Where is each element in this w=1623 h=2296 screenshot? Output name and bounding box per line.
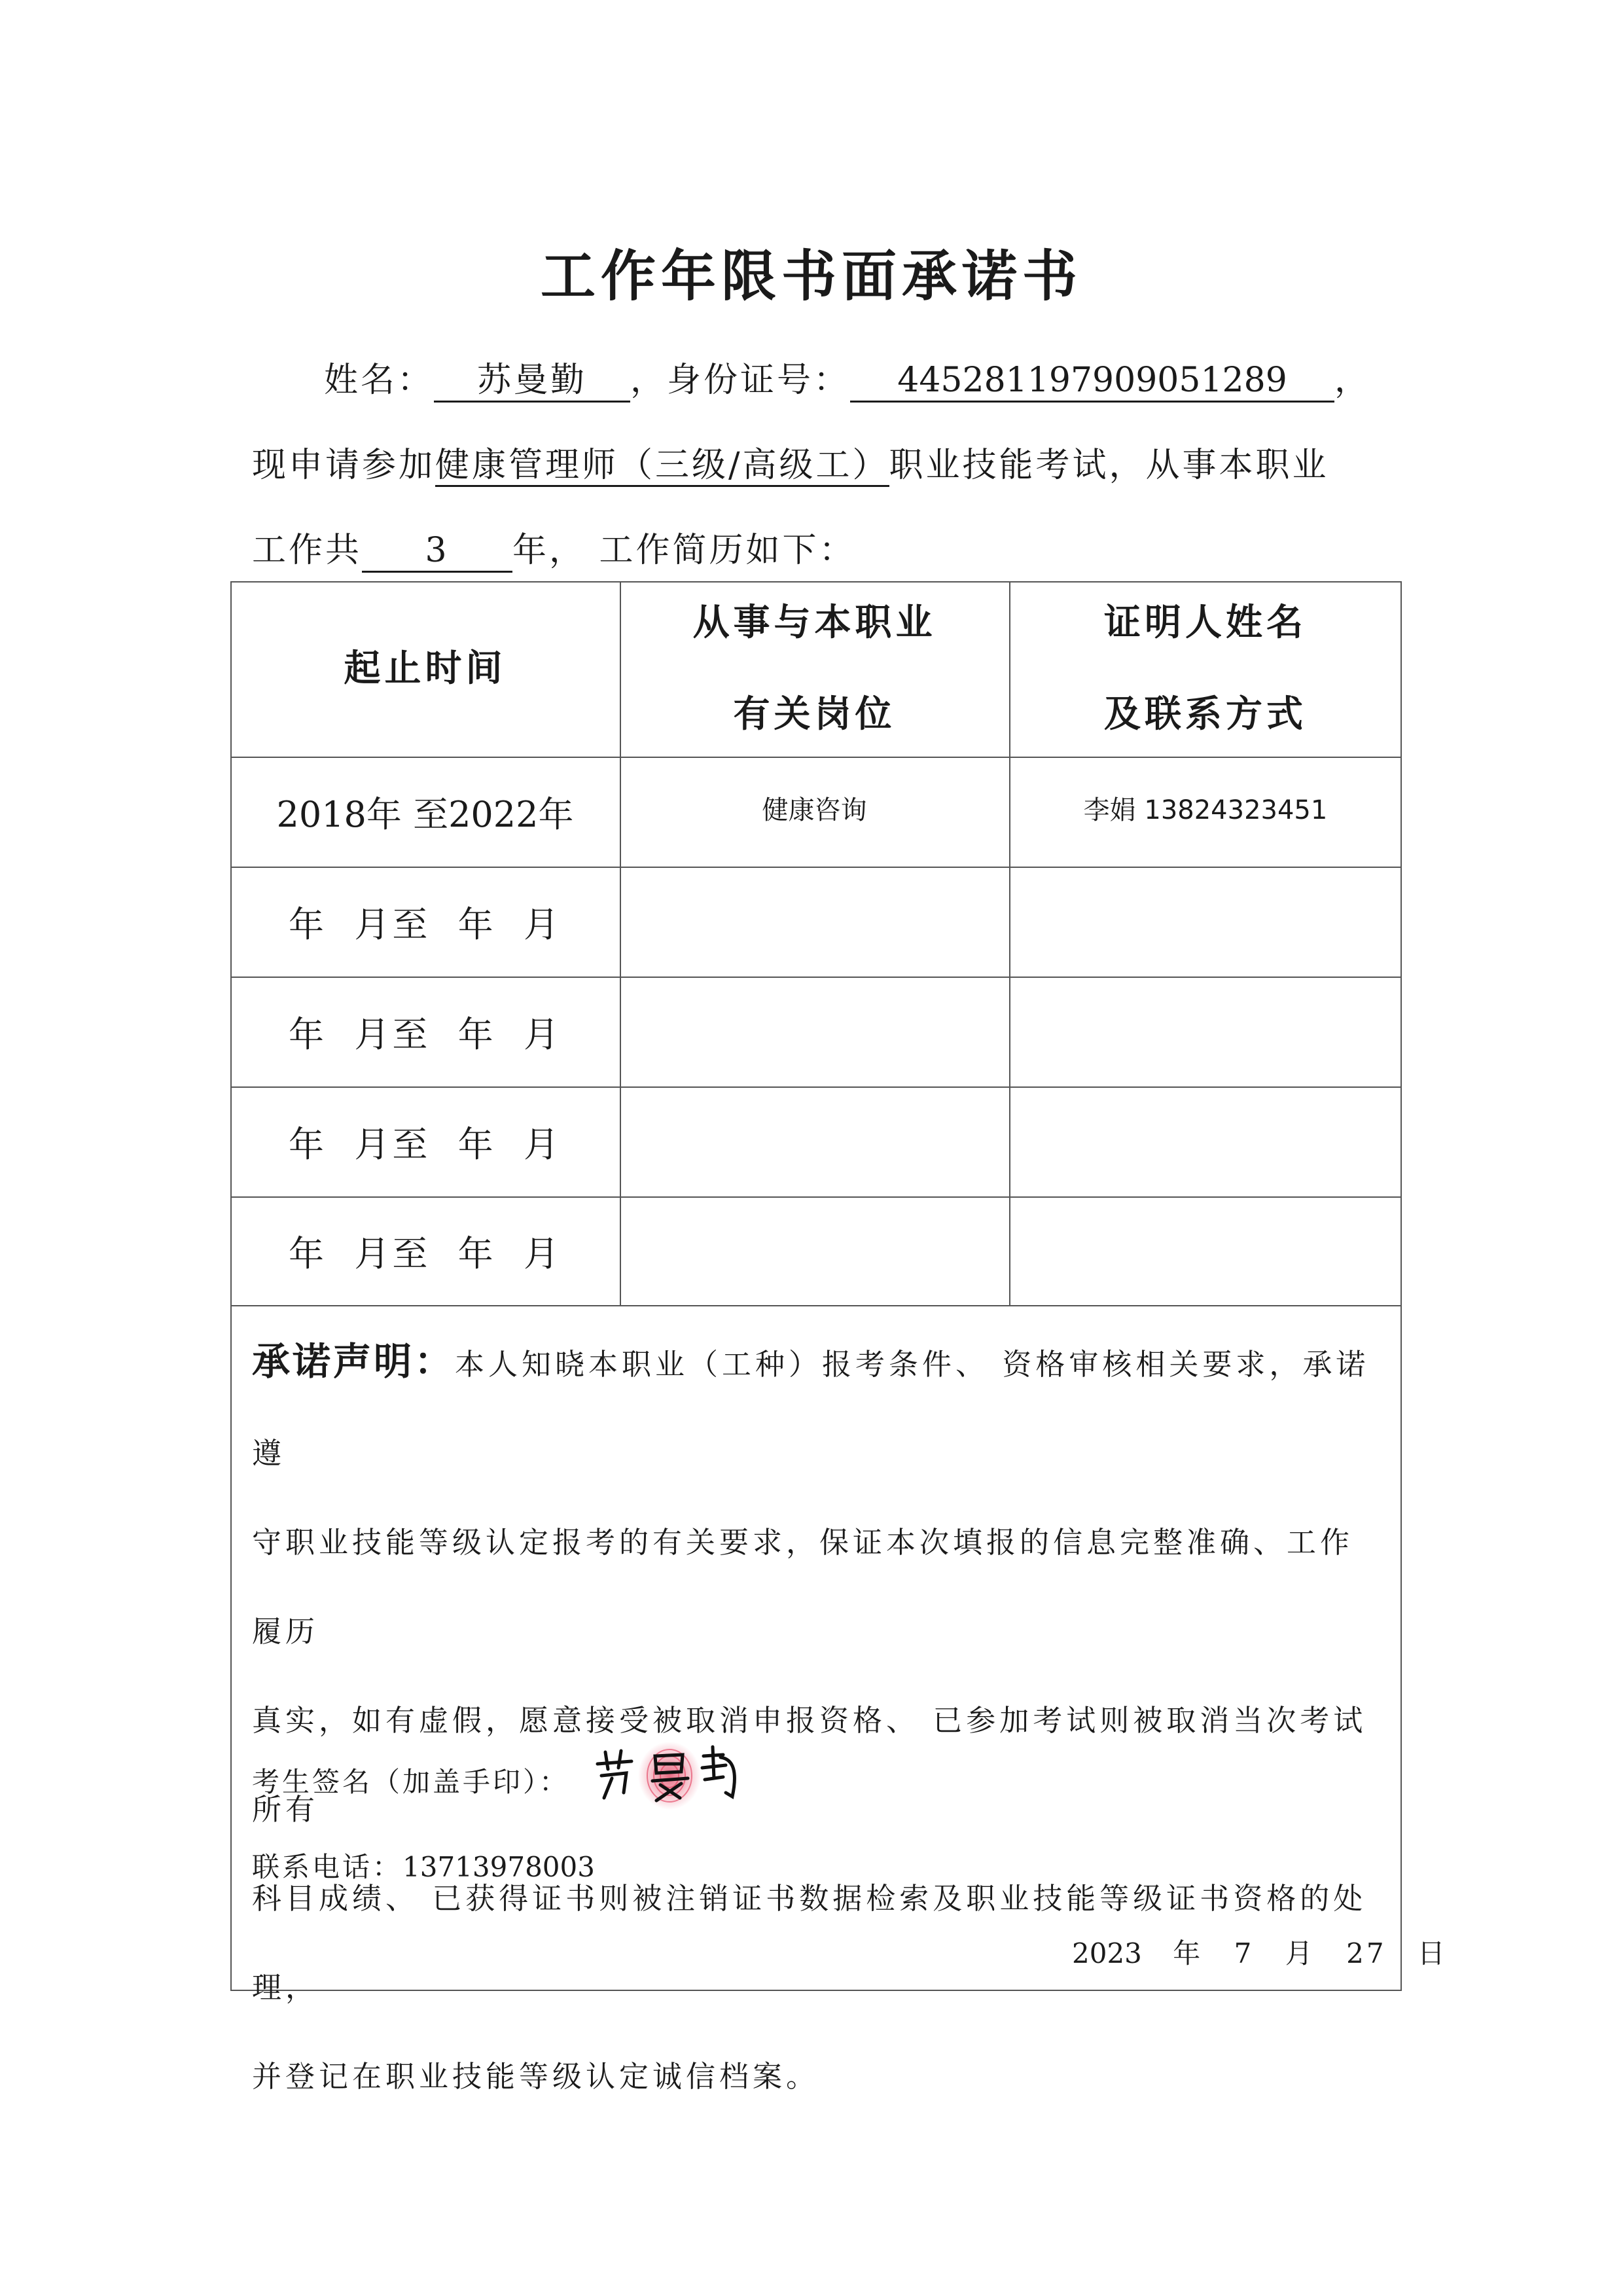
table-row-2-witness (1009, 867, 1402, 977)
declaration-line-2: 守职业技能等级认定报考的有关要求，保证本次填报的信息完整准确、工作履历 (252, 1525, 1354, 1649)
date-year: 2023 (1072, 1937, 1142, 1969)
declaration-line-5: 并登记在职业技能等级认定诚信档案。 (252, 2059, 820, 2094)
table-row-5-period: 年 月至 年 月 (289, 1232, 562, 1274)
table-row-3-period: 年 月至 年 月 (289, 1013, 562, 1055)
row-divider (230, 1305, 1402, 1306)
signature-strokes (597, 1747, 734, 1801)
table-row-3-position (620, 977, 1009, 1086)
table-row-4-period: 年 月至 年 月 (289, 1123, 562, 1165)
id-number-value: 445281197909051289 (850, 361, 1334, 403)
years-value: 3 (362, 531, 512, 573)
signature-label: 考生签名（加盖手印）： (252, 1766, 570, 1798)
date-day: 27 (1346, 1937, 1387, 1969)
table-row-5-position (620, 1196, 1009, 1305)
header-position (620, 581, 1009, 757)
signature-graphic (592, 1738, 743, 1810)
id-tail: ， (1334, 361, 1372, 400)
header-witness (1009, 581, 1402, 757)
header-period: 起止时间 (344, 647, 507, 690)
handwritten-signature (592, 1738, 743, 1810)
name-value: 苏曼勤 (434, 361, 630, 403)
years-prefix: 工作共 (252, 531, 363, 570)
date-year-unit: 年 (1173, 1937, 1204, 1969)
work-history-table (230, 581, 1402, 1343)
table-row-4-position (620, 1086, 1009, 1196)
apply-suffix: 职业技能考试，从事本职业 (889, 446, 1329, 485)
declaration-paragraph (252, 1317, 1387, 2121)
contact-line (252, 1846, 595, 1885)
header-position-line-1: 从事与本职业 (692, 601, 936, 644)
header-witness-line-1: 证明人姓名 (1104, 601, 1307, 644)
id-label: ，身份证号： (630, 361, 851, 400)
date-line (1072, 1932, 1448, 1971)
name-label: 姓名： (324, 361, 435, 400)
date-month-unit: 月 (1285, 1937, 1315, 1969)
table-row-1-period: 2018年 至2022年 (276, 793, 574, 835)
contact-phone: 13713978003 (402, 1851, 595, 1883)
apply-prefix: 现申请参加 (252, 446, 436, 485)
table-row-5-witness (1009, 1196, 1402, 1305)
document-title: 工作年限书面承诺书 (540, 244, 1082, 308)
declaration-line-3: 真实，如有虚假，愿意接受被取消申报资格、 已参加考试则被取消当次考试所有 (252, 1703, 1367, 1827)
table-row-1-witness: 李娟 13824323451 (1083, 795, 1328, 825)
table-row-1-position: 健康咨询 (762, 795, 867, 825)
occupation-value: 健康管理师（三级/高级工） (435, 446, 889, 487)
intro-line-2 (252, 437, 1329, 486)
declaration-label: 承诺声明： (252, 1339, 455, 1384)
table-row-2-period: 年 月至 年 月 (289, 903, 562, 945)
intro-line-1 (324, 352, 1371, 403)
header-witness-line-2: 及联系方式 (1104, 693, 1307, 736)
intro-line-3 (252, 522, 856, 573)
declaration-line-1: 承诺声明：本人知晓本职业（工种）报考条件、 资格审核相关要求，承诺遵 (252, 1339, 1370, 1471)
years-suffix: 年， 工作简历如下： (512, 531, 856, 570)
table-row-2-position (620, 867, 1009, 977)
date-day-unit: 日 (1417, 1937, 1448, 1969)
date-month: 7 (1234, 1937, 1255, 1969)
table-row-3-witness (1009, 977, 1402, 1086)
table-row-4-witness (1009, 1086, 1402, 1196)
declaration-line-4: 科目成绩、 已获得证书则被注销证书数据检索及职业技能等级证书资格的处理， (252, 1881, 1367, 2005)
header-position-line-2: 有关岗位 (733, 693, 896, 736)
contact-label: 联系电话： (252, 1851, 403, 1883)
